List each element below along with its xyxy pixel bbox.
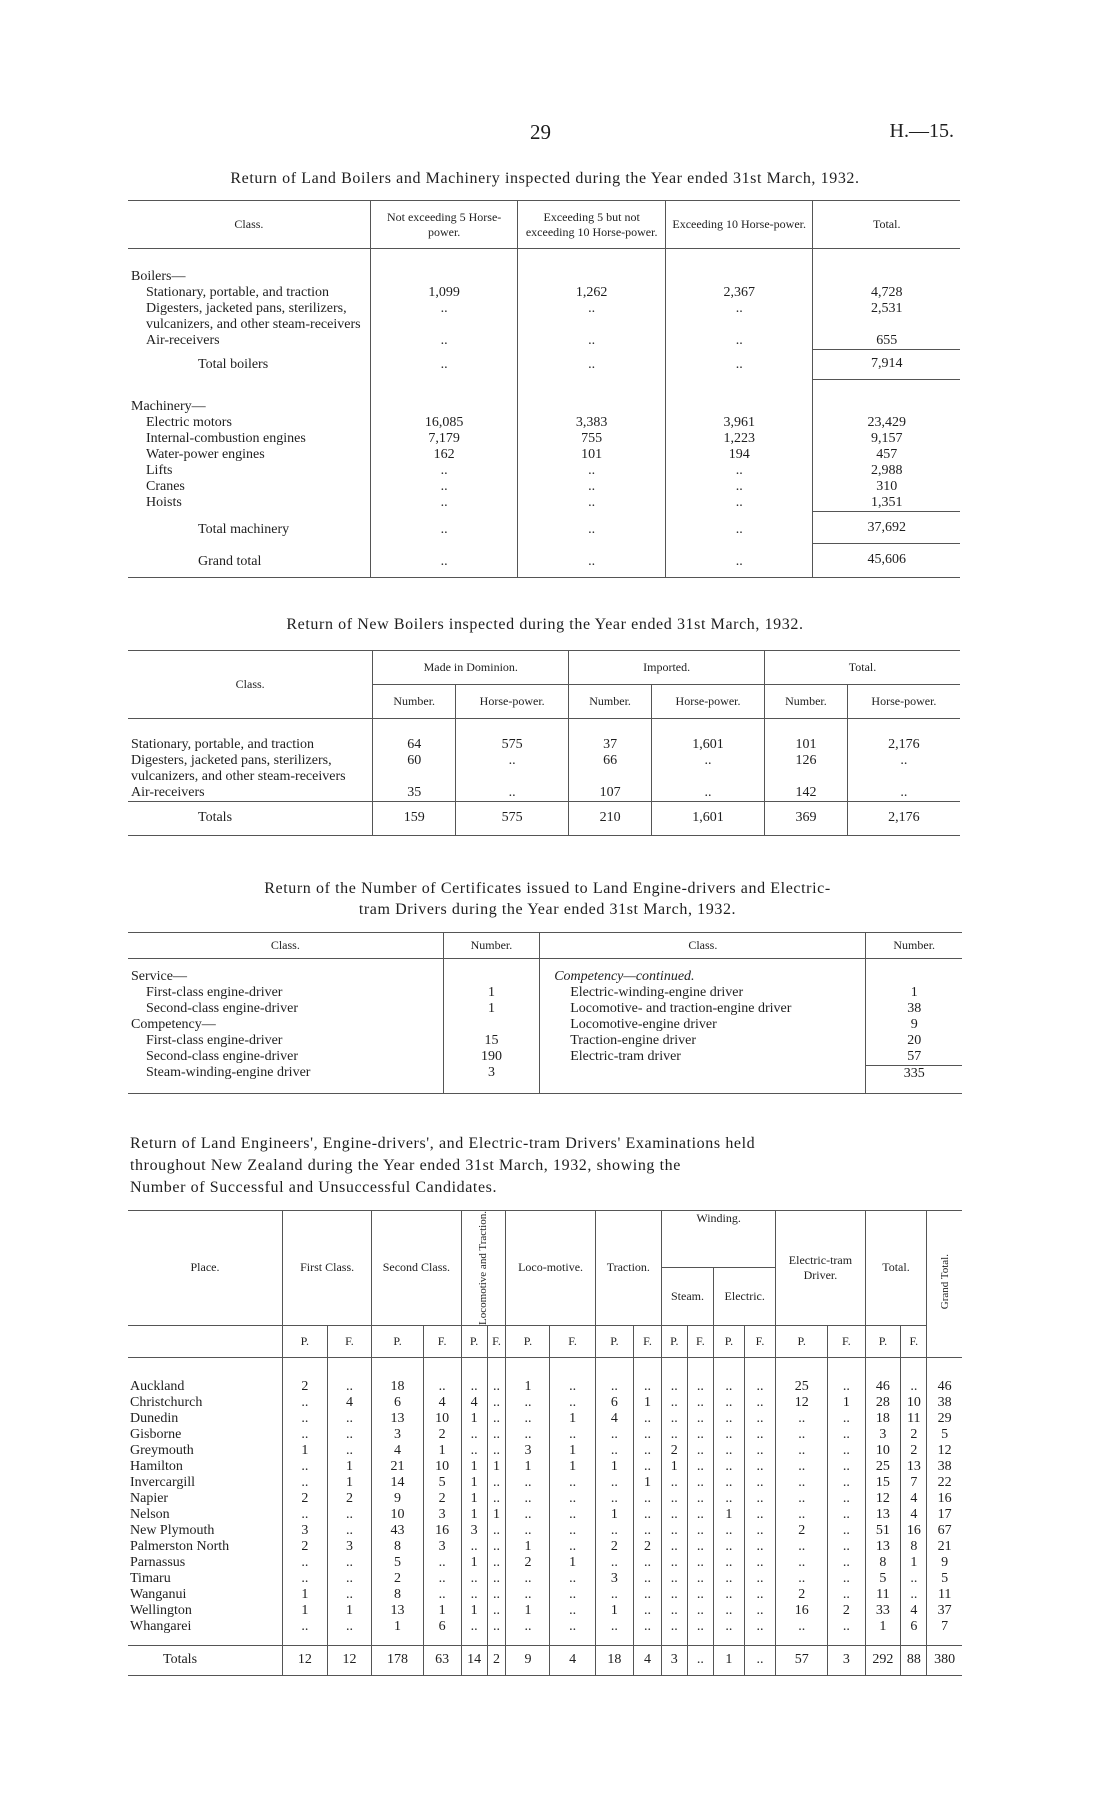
place-name: Auckland — [130, 1379, 185, 1395]
table-row: Greymouth 1 .. 4 1 .. .. 3 1 .. .. 2 .. .. .. .. .. 10 2 12 — [128, 1443, 962, 1459]
new-boilers-table: Class. Made in Dominion. Imported. Total. Number. Horse-power. Number. Horse-power. Number. Horse-power. Stationary, portable, and traction 64 575 37 1,601 101 2,176 Digesters, jacketed pans, sterilizers, vulcanizers, and other steam-receivers 60 .. 66 .. 126 .. Air-receivers 35 .. 107 .. 142 .. Totals 159 575 210 1,601 369 2,176 — [128, 650, 960, 836]
table2-title: Return of New Boilers inspected during the Year ended 31st March, 1932. — [286, 616, 804, 633]
examinations-table: Place. First Class. Second Class. Locomotive and Traction. Loco-motive. Traction. Winding. Electric-tram Driver. Total. Grand Total. Steam. Electric. P. F. P. F. P. F. P. F. P. F. P. F. P. F. P. F. P. F. Auckland 2 .. 18 .. .. .. 1 .. .. .. .. .. .. .. 25 .. 46 .. 46 Christchurch .. 4 6 4 4 .. .. .. 6 1 .. .. .. .. 12 1 28 10 38 Dunedin .. .. 13 10 1 .. .. 1 4 .. .. .. .. .. .. .. 18 11 29 Gisborne .. .. 3 2 .. .. .. .. .. .. .. .. .. .. .. .. 3 2 5 Greymouth 1 .. 4 1 .. .. 3 1 .. .. 2 .. .. .. .. .. 10 2 12 Hamilton .. 1 21 10 1 1 1 1 1 .. 1 .. .. .. .. .. 25 13 38 Invercargill .. 1 14 5 1 .. .. .. .. 1 .. .. .. .. .. .. 15 7 22 Napier 2 2 9 2 1 .. .. .. .. .. .. .. .. .. .. .. 12 4 16 Nelson .. .. 10 3 1 1 .. .. 1 .. .. .. 1 .. .. .. 13 4 17 New Plymouth 3 .. 43 16 3 .. .. .. .. .. .. .. .. .. 2 .. 51 16 67 Palmerston North 2 3 8 3 .. .. 1 .. 2 2 .. .. .. .. .. .. 13 8 21 Parnassus .. .. 5 .. 1 .. 2 1 .. .. .. .. .. .. .. .. 8 1 9 Timaru .. .. 2 .. .. .. .. .. 3 .. .. .. .. .. .. .. 5 .. 5 Wanganui 1 .. 8 .. .. .. .. .. .. .. .. .. .. .. 2 .. 11 .. 11 Wellington 1 1 13 1 1 .. 1 .. 1 .. .. .. .. .. 16 2 33 4 37 Whangarei .. .. 1 6 .. .. .. .. .. .. .. .. .. .. .. .. 1 6 7 Totals 12 12 178 63 14 2 9 4 18 4 3 .. 1 .. 57 3 292 88 380 — [128, 1210, 962, 1676]
place-name: Dunedin — [130, 1411, 179, 1427]
table-row: Hamilton .. 1 21 10 1 1 1 1 1 .. 1 .. .. .. .. .. 25 13 38 — [128, 1459, 962, 1475]
grand-total-header: Grand Total. — [938, 1254, 951, 1310]
place-name: Invercargill — [130, 1475, 196, 1491]
document-reference: H.—15. — [889, 120, 954, 142]
place-name: Nelson — [130, 1507, 170, 1523]
table-row: Parnassus .. .. 5 .. 1 .. 2 1 .. .. .. .. .. .. .. .. 8 1 9 — [128, 1555, 962, 1571]
place-name: Hamilton — [130, 1459, 183, 1475]
table-row: Digesters, jacketed pans, sterilizers, vulcanizers, and other steam-receivers 60 .. 66 .. 126 .. — [128, 753, 960, 785]
table-row: Dunedin .. .. 13 10 1 .. .. 1 4 .. .. .. .. .. .. .. 18 11 29 — [128, 1411, 962, 1427]
grand-total-row: Grand total .. .. .. 45,606 — [128, 544, 960, 578]
table-row: Air-receivers 35 .. 107 .. 142 .. — [128, 785, 960, 802]
col-total: Total. — [813, 201, 960, 249]
table-row: Air-receivers .. .. .. 655 — [128, 333, 960, 350]
total-boilers-row: Total boilers .. .. .. 7,914 — [128, 349, 960, 379]
table-row: Invercargill .. 1 14 5 1 .. .. .. .. 1 .. .. .. .. .. .. 15 7 22 — [128, 1475, 962, 1491]
table-row: Christchurch .. 4 6 4 4 .. .. .. 6 1 .. .. .. .. 12 1 28 10 38 — [128, 1395, 962, 1411]
totals-row: Totals 12 12 178 63 14 2 9 4 18 4 3 .. 1 .. 57 3 292 88 380 — [128, 1645, 962, 1675]
table-row: Auckland 2 .. 18 .. .. .. 1 .. .. .. .. .. .. .. 25 .. 46 .. 46 — [128, 1379, 962, 1395]
table-row: Digesters, jacketed pans, sterilizers, vulcanizers, and other steam-receivers .. .. .. 2,531 — [128, 301, 960, 333]
table-row: Stationary, portable, and traction 64 575 37 1,601 101 2,176 — [128, 737, 960, 753]
table3-title: Return of the Number of Certificates issued to Land Engine-drivers and Electric- tram Drivers during the Year ended 31st March, 1932. — [264, 880, 831, 918]
table-row: Service— Competency—continued. — [128, 969, 962, 985]
place-name: Palmerston North — [130, 1539, 230, 1555]
total-machinery-row: Total machinery .. .. .. 37,692 — [128, 512, 960, 544]
place-name: Whangarei — [130, 1619, 192, 1635]
col-under5: Not exceeding 5 Horse-power. — [370, 201, 518, 249]
table-row: First-class engine-driver 1 Electric-winding-engine driver 1 — [128, 985, 962, 1001]
col-over10: Exceeding 10 Horse-power. — [665, 201, 813, 249]
table-row: Nelson .. .. 10 3 1 1 .. .. 1 .. .. .. 1 .. .. .. 13 4 17 — [128, 1507, 962, 1523]
place-name: New Plymouth — [130, 1523, 215, 1539]
table-row: Gisborne .. .. 3 2 .. .. .. .. .. .. .. .. .. .. .. .. 3 2 5 — [128, 1427, 962, 1443]
place-name: Napier — [130, 1491, 169, 1507]
place-name: Wellington — [130, 1603, 192, 1619]
boilers-heading: Boilers— — [131, 268, 186, 284]
examination-rows — [128, 1379, 962, 1635]
table-row: Wellington 1 1 13 1 1 .. 1 .. 1 .. .. .. .. .. 16 2 33 4 37 — [128, 1603, 962, 1619]
place-name: Greymouth — [130, 1443, 194, 1459]
place-name: Christchurch — [130, 1395, 203, 1411]
continued-heading: Competency—continued. — [540, 969, 866, 985]
table-row: Steam-winding-engine driver 3 335 — [128, 1065, 962, 1082]
table-row: Internal-combustion engines 7,179 755 1,223 9,157 — [128, 431, 960, 447]
table-row: First-class engine-driver 15 Traction-engine driver 20 — [128, 1033, 962, 1049]
table-row: Lifts .. .. .. 2,988 — [128, 463, 960, 479]
table-row: Second-class engine-driver 190 Electric-tram driver 57 — [128, 1049, 962, 1066]
place-name: Timaru — [130, 1571, 171, 1587]
table-row: Cranes .. .. .. 310 — [128, 479, 960, 495]
totals-row: Totals 159 575 210 1,601 369 2,176 — [128, 801, 960, 835]
certificates-table: Class. Number. Class. Number. Service— Competency—continued. First-class engine-driver 1 Electric-winding-engine driver 1 Second-class engine-driver 1 Locomotive- and traction-engine driver 38 Competency— Locomotive-engine driver 9 First-class engine-driver 15 Traction-engine driver 20 Second-class engine-driver 190 Electric-tram driver 57 Steam-winding-engine driver 3 335 — [128, 932, 962, 1094]
table-row: Electric motors 16,085 3,383 3,961 23,429 — [128, 415, 960, 431]
table1-title: Return of Land Boilers and Machinery inspected during the Year ended 31st March, 1932. — [230, 170, 860, 187]
place-name: Wanganui — [130, 1587, 187, 1603]
table-row: Timaru .. .. 2 .. .. .. .. .. 3 .. .. .. .. .. .. .. 5 .. 5 — [128, 1571, 962, 1587]
table-row: Water-power engines 162 101 194 457 — [128, 447, 960, 463]
loco-traction-header: Locomotive and Traction. — [477, 1211, 490, 1325]
col-class: Class. — [234, 217, 264, 231]
table-row: Hoists .. .. .. 1,351 — [128, 495, 960, 512]
table-row: Napier 2 2 9 2 1 .. .. .. .. .. .. .. .. .. .. .. 12 4 16 — [128, 1491, 962, 1507]
table-row: New Plymouth 3 .. 43 16 3 .. .. .. .. .. .. .. .. .. 2 .. 51 16 67 — [128, 1523, 962, 1539]
machinery-heading: Machinery— — [131, 399, 206, 414]
table-row: Palmerston North 2 3 8 3 .. .. 1 .. 2 2 .. .. .. .. .. .. 13 8 21 — [128, 1539, 962, 1555]
table-row: Competency— Locomotive-engine driver 9 — [128, 1017, 962, 1033]
col-5to10: Exceeding 5 but not exceeding 10 Horse-power. — [518, 201, 666, 249]
table-row: Second-class engine-driver 1 Locomotive- and traction-engine driver 38 — [128, 1001, 962, 1017]
certificates-total: 335 — [866, 1065, 962, 1082]
page-number: 29 — [530, 120, 551, 144]
boilers-machinery-table — [128, 200, 960, 578]
table-row: Wanganui 1 .. 8 .. .. .. .. .. .. .. .. .. .. .. 2 .. 11 .. 11 — [128, 1587, 962, 1603]
table4-title: Return of Land Engineers', Engine-drivers', and Electric-tram Drivers' Examinations held throughout New Zealand during the Year ended 31st March, 1932, showing the Number of Successful and Unsuccessful Candidates. — [130, 1135, 756, 1196]
place-name: Parnassus — [130, 1555, 186, 1571]
table-row: Stationary, portable, and traction 1,099 1,262 2,367 4,728 — [128, 285, 960, 301]
table-row: Whangarei .. .. 1 6 .. .. .. .. .. .. .. .. .. .. .. .. 1 6 7 — [128, 1619, 962, 1635]
place-name: Gisborne — [130, 1427, 182, 1443]
